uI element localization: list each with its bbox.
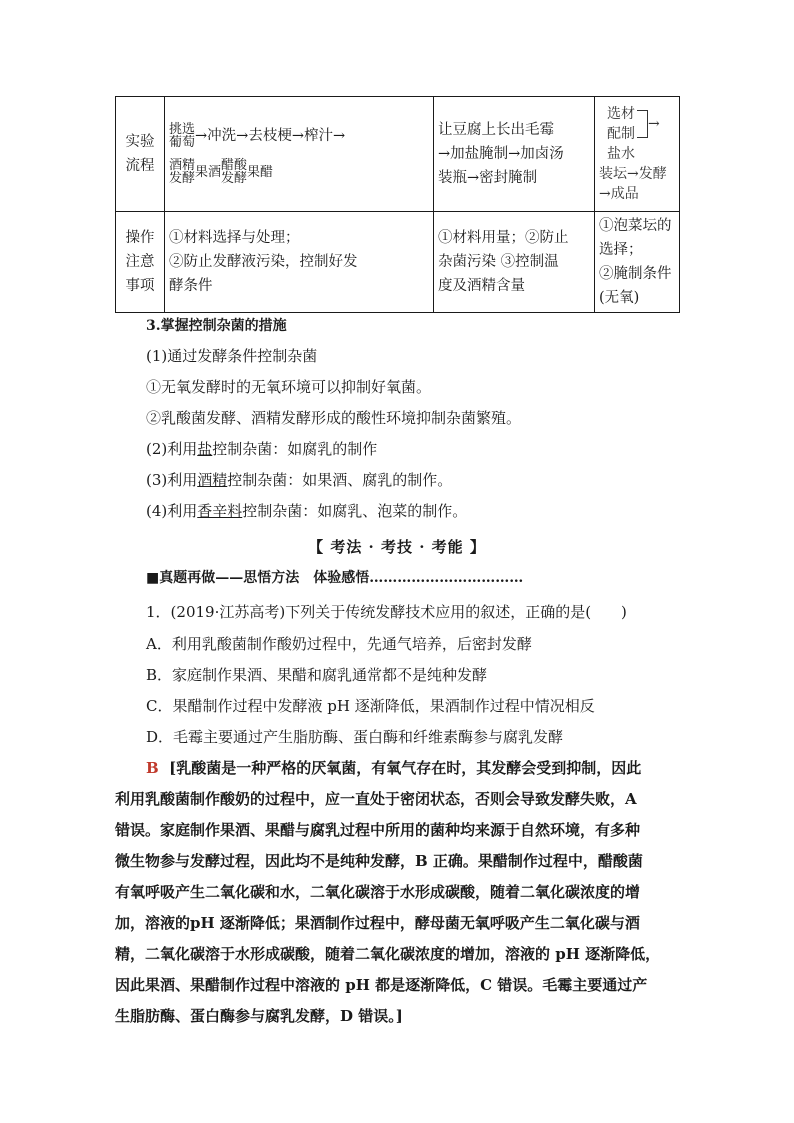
exam-section-title: 【 考法 · 考技 · 考能 】 [308,538,486,556]
cell-line: 让豆腐上长出毛霉 [438,122,554,138]
cell-line: ①材料选择与处理； [169,230,300,246]
step-select-grape: 挑选 葡萄 [169,122,196,150]
cell-line: →加盐腌制→加卤汤 [438,146,564,162]
real-question-heading: ■真题再做——思悟方法 体验感悟…………………………… [146,570,524,586]
row-header-flow [116,97,165,212]
cell-line: ②防止发酵液污染，控制好发 [169,254,358,270]
row-header-text: 实验流程 [125,134,155,174]
paragraph: (2)利用盐控制杂菌：如腐乳的制作 [146,440,378,458]
cell-line: ②腌制条件(无氧) [599,266,672,306]
cell-line: ①材料用量；②防止 [438,230,569,246]
comparison-table [115,96,680,313]
answer-line: 加，溶液的pH 逐渐降低；果酒制作过程中，酵母菌无氧呼吸产生二氧化碳与酒 [115,914,640,932]
cell-line: 杂菌污染 ③控制温 [438,254,559,270]
answer-line: 错误。家庭制作果酒、果醋与腐乳过程中所用的菌种均来源于自然环境，有多种 [115,821,641,839]
bracket-icon [637,110,648,138]
answer-line: B [乳酸菌是一种严格的厌氧菌，有氧气存在时，其发酵会受到抑制，因此 [146,759,642,777]
underlined-term: 香辛料 [197,502,243,520]
answer-line: 因此果酒、果醋制作过程中溶液的 pH 都是逐渐降低，C 错误。毛霉主要通过产 [115,976,648,994]
row-header-text: 操作注意事项 [125,230,155,294]
option-a: A．利用乳酸菌制作酸奶过程中，先通气培养，后密封发酵 [146,635,532,653]
answer-line: 微生物参与发酵过程，因此均不是纯种发酵，B 正确。果醋制作过程中，醋酸菌 [115,852,643,870]
answer-line: 利用乳酸菌制作酸奶的过程中，应一直处于密闭状态，否则会导致发酵失败，A [115,790,637,808]
flow-chain: →冲洗→去枝梗→榨汁→ [195,128,346,144]
underlined-term: 盐 [197,440,213,458]
acetic-ferment-label: 醋酸 发酵 [221,158,248,186]
paragraph: (4)利用香辛料控制杂菌：如腐乳、泡菜的制作。 [146,502,468,520]
pickle-notes-cell [595,212,680,313]
cell-line: 酵条件 [169,278,213,294]
flow-line-2 [169,159,429,185]
wine-vinegar-flow-cell [165,97,434,212]
section-heading: 3.掌握控制杂菌的措施 [146,318,287,334]
question-stem: 1．(2019·江苏高考)下列关于传统发酵技术应用的叙述，正确的是( ) [146,603,627,621]
product-wine: 果酒 [195,165,222,180]
cell-line: ①泡菜坛的选择； [599,218,672,258]
sufu-flow-cell [434,97,595,212]
option-b: B．家庭制作果酒、果醋和腐乳通常都不是纯种发酵 [146,666,488,684]
table-row [116,212,680,313]
answer-line: 精，二氧化碳溶于水形成碳酸，随着二氧化碳浓度的增加，溶液的 pH 逐渐降低， [115,945,661,963]
cell-line: 装瓶→密封腌制 [438,170,538,186]
option-c: C．果醋制作过程中发酵液 pH 逐渐降低，果酒制作过程中情况相反 [146,697,595,715]
pickle-flow-cell [595,97,680,212]
answer-line: 生脂肪酶、蛋白酶参与腐乳发酵，D 错误。] [115,1007,403,1025]
paragraph: ①无氧发酵时的无氧环境可以抑制好氧菌。 [146,378,432,396]
paragraph: (1)通过发酵条件控制杂菌 [146,347,318,365]
product-vinegar: 果醋 [247,165,274,180]
table-row [116,97,680,212]
pickle-flow [599,104,675,204]
paragraph: (3)利用酒精控制杂菌：如果酒、腐乳的制作。 [146,471,453,489]
arrow-icon: → [648,116,660,132]
pickle-step: →成品 [599,186,639,202]
pickle-step: 装坛→发酵 [599,166,667,182]
sufu-notes-cell [434,212,595,313]
cell-line: 度及酒精含量 [438,278,525,294]
row-header-notes [116,212,165,313]
option-d: D．毛霉主要通过产生脂肪酶、蛋白酶和纤维素酶参与腐乳发酵 [146,728,564,746]
answer-line: 有氧呼吸产生二氧化碳和水，二氧化碳溶于水形成碳酸，随着二氧化碳浓度的增 [115,883,641,901]
paragraph: ②乳酸菌发酵、酒精发酵形成的酸性环境抑制杂菌繁殖。 [146,409,522,427]
underlined-term: 酒精 [197,471,228,489]
wine-vinegar-notes-cell [165,212,434,313]
pickle-brine: 盐水 [607,146,635,162]
flow-line-1 [169,123,429,149]
answer-letter: B [146,759,159,777]
alcohol-ferment-label: 酒精 发酵 [169,158,196,186]
pickle-flow-top: 选材 配制→ [607,106,660,142]
